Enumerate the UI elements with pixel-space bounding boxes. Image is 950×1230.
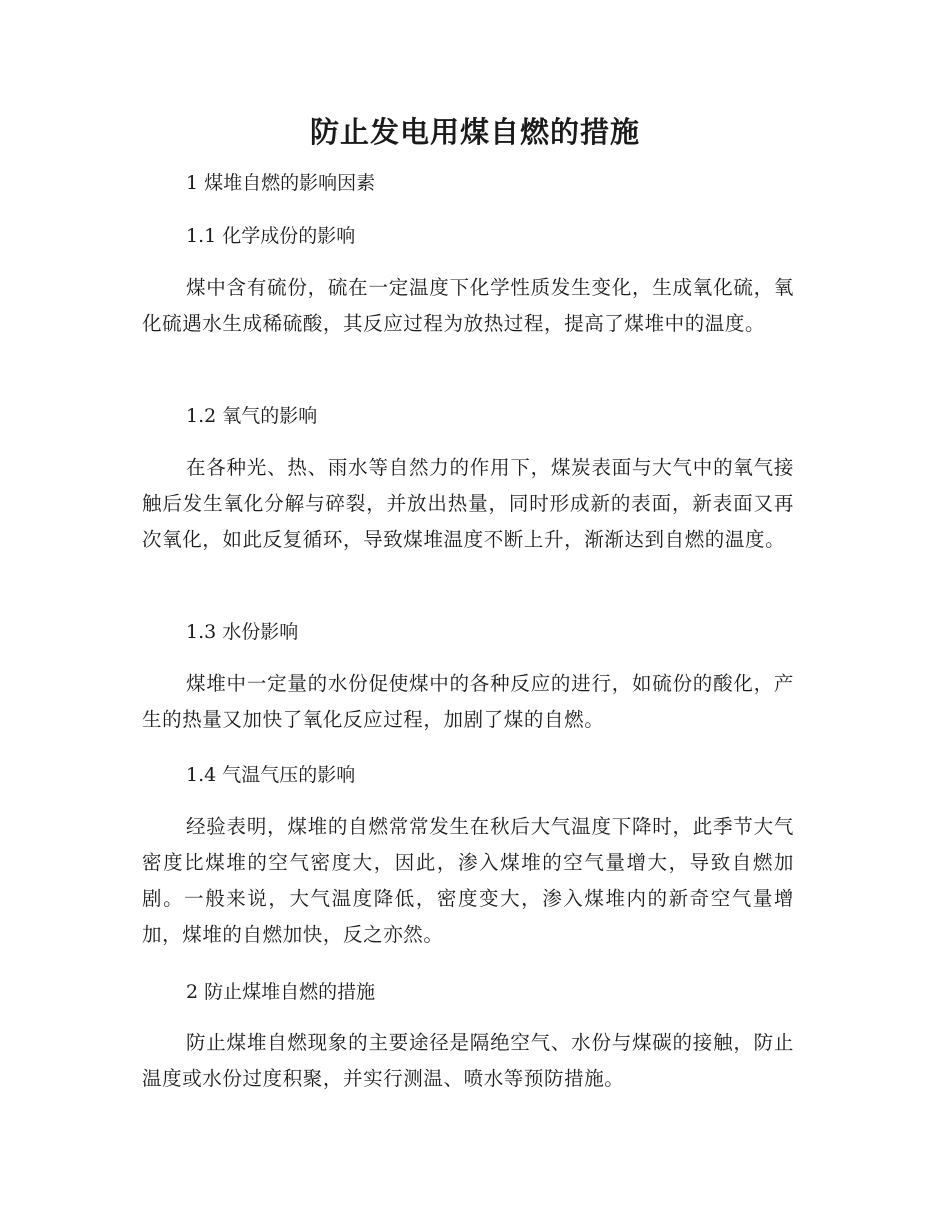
subsection-heading-1-3: 1.3 水份影响 xyxy=(186,621,299,643)
subsection-heading-1-4: 1.4 气温气压的影响 xyxy=(186,764,356,786)
paragraph-prevention: 防止煤堆自燃现象的主要途径是隔绝空气、水份与煤碳的接触，防止温度或水份过度积聚，并实行测温、喷水等预防措施。 xyxy=(142,1031,794,1090)
subsection-heading-1-2: 1.2 氧气的影响 xyxy=(186,405,318,427)
section-heading-2: 2 防止煤堆自燃的措施 xyxy=(186,981,376,1003)
paragraph-temperature-pressure: 经验表明，煤堆的自燃常常发生在秋后大气温度下降时，此季节大气密度比煤堆的空气密度大，因此，渗入煤堆的空气量增大，导致自燃加剧。一般来说，大气温度降低，密度变大，渗入煤堆内的新奇空气量增加，煤堆的自燃加快，反之亦然。 xyxy=(142,815,794,946)
paragraph-chemical-composition: 煤中含有硫份，硫在一定温度下化学性质发生变化，生成氧化硫，氧化硫遇水生成稀硫酸，其反应过程为放热过程，提高了煤堆中的温度。 xyxy=(142,276,794,335)
document-title: 防止发电用煤自燃的措施 xyxy=(309,115,640,149)
paragraph-moisture: 煤堆中一定量的水份促使煤中的各种反应的进行，如硫份的酸化，产生的热量又加快了氧化反应过程，加剧了煤的自燃。 xyxy=(142,672,794,731)
subsection-heading-1-1: 1.1 化学成份的影响 xyxy=(186,225,356,247)
section-heading-1: 1 煤堆自燃的影响因素 xyxy=(186,172,376,194)
paragraph-oxygen: 在各种光、热、雨水等自然力的作用下，煤炭表面与大气中的氧气接触后发生氧化分解与碎裂，并放出热量，同时形成新的表面，新表面又再次氧化，如此反复循环，导致煤堆温度不断上升，渐渐达到自燃的温度。 xyxy=(142,456,794,551)
